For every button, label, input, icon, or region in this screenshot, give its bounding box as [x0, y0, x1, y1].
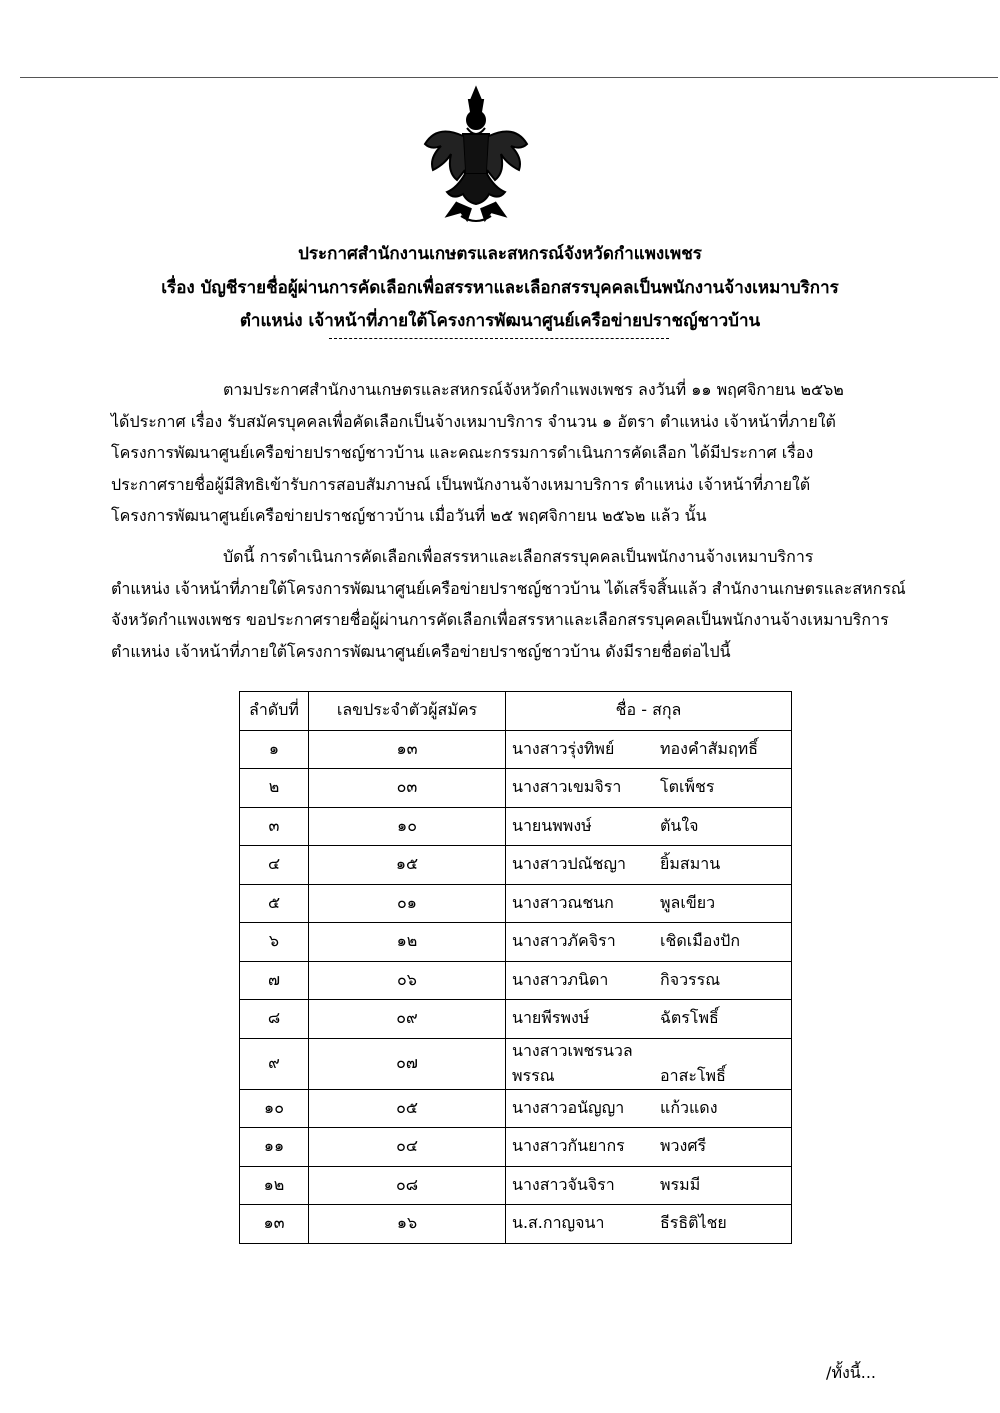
paragraph-line: บัดนี้ การดำเนินการคัดเลือกเพื่อสรรหาและเลือกสรรบุคคลเป็นพนักงานจ้างเหมาบริการ [223, 547, 814, 566]
paragraph-line: โครงการพัฒนาศูนย์เครือข่ายปราชญ์ชาวบ้าน และคณะกรรมการดำเนินการคัดเลือก ได้มีประกาศ เรื่อง [111, 443, 814, 462]
last-name: ฉัตรโพธิ์ [660, 1008, 719, 1028]
last-name: อาสะโพธิ์ [660, 1065, 726, 1085]
announcement-title: ประกาศสำนักงานเกษตรและสหกรณ์จังหวัดกำแพงเพชร [298, 244, 702, 264]
last-name: ตันใจ [660, 815, 699, 835]
row-order: ๑ [240, 730, 309, 769]
paragraph-2 [111, 541, 906, 667]
row-name [506, 730, 792, 769]
row-applicant-id: ๐๓ [309, 769, 506, 808]
row-applicant-id: ๐๙ [309, 1000, 506, 1039]
first-name: นางสาวปณัชญา [512, 854, 626, 874]
table-body [240, 730, 792, 1243]
paragraph-line: ตามประกาศสำนักงานเกษตรและสหกรณ์จังหวัดกำแพงเพชร ลงวันที่ ๑๑ พฤศจิกายน ๒๕๖๒ [223, 380, 844, 399]
results-table [239, 691, 792, 1244]
table-row [240, 1128, 792, 1167]
paragraph-line: ได้ประกาศ เรื่อง รับสมัครบุคคลเพื่อคัดเลือกเป็นจ้างเหมาบริการ จำนวน ๑ อัตรา ตำแหน่ง เจ้าหน้าที่ภายใต้ [111, 411, 836, 431]
row-order: ๑๓ [240, 1205, 309, 1244]
row-applicant-id: ๑๒ [309, 923, 506, 962]
column-header-applicant-id: เลขประจำตัวผู้สมัคร [309, 692, 506, 731]
row-name [506, 807, 792, 846]
row-applicant-id: ๐๗ [309, 1038, 506, 1089]
table-row [240, 1166, 792, 1205]
last-name: พวงศรี [660, 1136, 707, 1156]
table-row [240, 846, 792, 885]
row-name [506, 769, 792, 808]
row-name [506, 1089, 792, 1128]
table-row [240, 1205, 792, 1244]
column-header-name: ชื่อ - สกุล [506, 692, 792, 731]
row-name [506, 1000, 792, 1039]
row-name [506, 961, 792, 1000]
announcement-position: ตำแหน่ง เจ้าหน้าที่ภายใต้โครงการพัฒนาศูนย์เครือข่ายปราชญ์ชาวบ้าน [239, 311, 761, 331]
row-order: ๑๐ [240, 1089, 309, 1128]
first-name: นางสาวเพชรนวลพรรณ [512, 1040, 633, 1085]
table-row [240, 884, 792, 923]
paragraph-line: ตำแหน่ง เจ้าหน้าที่ภายใต้โครงการพัฒนาศูนย์เครือข่ายปราชญ์ชาวบ้าน ได้เสร็จสิ้นแล้ว สำนักงานเกษตรและสหกรณ์ [111, 578, 906, 598]
row-order: ๘ [240, 1000, 309, 1039]
last-name: โตเพ็ชร [660, 777, 715, 797]
row-name [506, 884, 792, 923]
row-order: ๖ [240, 923, 309, 962]
table-row [240, 769, 792, 808]
paragraph-line: โครงการพัฒนาศูนย์เครือข่ายปราชญ์ชาวบ้าน เมื่อวันที่ ๒๕ พฤศจิกายน ๒๕๖๒ แล้ว นั้น [111, 506, 707, 525]
paragraph-line: ตำแหน่ง เจ้าหน้าที่ภายใต้โครงการพัฒนาศูนย์เครือข่ายปราชญ์ชาวบ้าน ดังมีรายชื่อต่อไปนี้ [111, 641, 731, 661]
top-rule [20, 77, 998, 78]
row-name [506, 923, 792, 962]
row-order: ๕ [240, 884, 309, 923]
row-name [506, 1038, 792, 1089]
row-order: ๔ [240, 846, 309, 885]
table-row [240, 1038, 792, 1089]
first-name: นายนพพงษ์ [512, 815, 592, 835]
row-applicant-id: ๐๖ [309, 961, 506, 1000]
table-header-row [240, 692, 792, 731]
first-name: นางสาวภนิดา [512, 969, 609, 989]
last-name: กิจวรรณ [660, 969, 721, 989]
first-name: นางสาวภัคจิรา [512, 931, 616, 951]
row-applicant-id: ๐๔ [309, 1128, 506, 1167]
last-name: พูลเขียว [660, 892, 716, 912]
row-order: ๒ [240, 769, 309, 808]
row-applicant-id: ๐๕ [309, 1089, 506, 1128]
row-name [506, 1205, 792, 1244]
first-name: นางสาวกันยากร [512, 1136, 625, 1156]
row-name [506, 1166, 792, 1205]
first-name: นางสาวเขมจิรา [512, 777, 622, 797]
first-name: นางสาวรุ่งทิพย์ [512, 738, 615, 758]
row-order: ๗ [240, 961, 309, 1000]
paragraph-line: จังหวัดกำแพงเพชร ขอประกาศรายชื่อผู้ผ่านการคัดเลือกเพื่อสรรหาและเลือกสรรบุคคลเป็นพนักงานจ้างเหมาบริการ [111, 610, 889, 629]
table-row [240, 961, 792, 1000]
table-row [240, 1089, 792, 1128]
garuda-emblem-icon [417, 84, 535, 230]
row-order: ๙ [240, 1038, 309, 1089]
row-applicant-id: ๑๓ [309, 730, 506, 769]
table-row [240, 730, 792, 769]
row-applicant-id: ๑๖ [309, 1205, 506, 1244]
column-header-order: ลำดับที่ [240, 692, 309, 731]
row-name [506, 846, 792, 885]
first-name: นางสาวณชนก [512, 892, 614, 912]
row-order: ๓ [240, 807, 309, 846]
paragraph-line: ประกาศรายชื่อผู้มีสิทธิเข้ารับการสอบสัมภาษณ์ เป็นพนักงานจ้างเหมาบริการ ตำแหน่ง เจ้าหน้าที่ภายใต้ [111, 474, 811, 494]
row-applicant-id: ๑๐ [309, 807, 506, 846]
last-name: ยิ้มสมาน [660, 854, 721, 874]
table-row [240, 1000, 792, 1039]
row-applicant-id: ๐๑ [309, 884, 506, 923]
last-name: ธีรธิติไชย [660, 1213, 727, 1233]
first-name: นางสาวอนัญญา [512, 1097, 625, 1117]
row-applicant-id: ๐๘ [309, 1166, 506, 1205]
row-order: ๑๒ [240, 1166, 309, 1205]
announcement-subject: เรื่อง บัญชีรายชื่อผู้ผ่านการคัดเลือกเพื่อสรรหาและเลือกสรรบุคคลเป็นพนักงานจ้างเหมาบริการ [161, 278, 839, 298]
row-applicant-id: ๑๕ [309, 846, 506, 885]
first-name: น.ส.กาญจนา [512, 1213, 605, 1233]
table-row [240, 923, 792, 962]
heading-divider [329, 338, 669, 339]
last-name: แก้วแดง [660, 1097, 718, 1117]
table-row [240, 807, 792, 846]
last-name: ทองคำสัมฤทธิ์ [660, 738, 758, 758]
paragraph-1 [111, 374, 885, 532]
last-name: พรมมี [660, 1174, 701, 1194]
last-name: เชิดเมืองปัก [660, 931, 740, 951]
continued-marker: /ทั้งนี้... [826, 1363, 876, 1382]
row-name [506, 1128, 792, 1167]
row-order: ๑๑ [240, 1128, 309, 1167]
first-name: นางสาวจันจิรา [512, 1174, 615, 1194]
first-name: นายพีรพงษ์ [512, 1008, 590, 1028]
